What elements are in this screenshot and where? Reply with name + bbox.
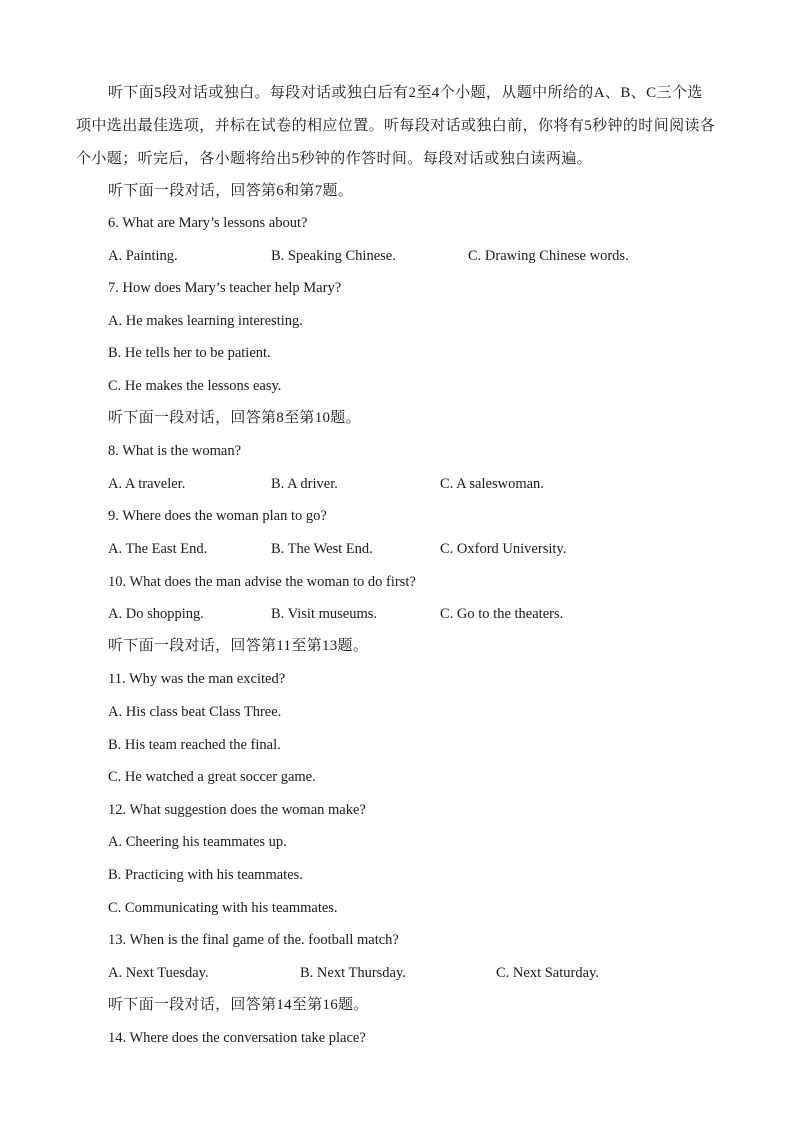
question-13-options	[108, 963, 708, 983]
question-12: 12. What suggestion does the woman make?	[108, 802, 366, 818]
question-9-options	[108, 539, 708, 559]
question-10: 10. What does the man advise the woman to do first?	[108, 574, 416, 590]
question-12-option-a: A. Cheering his teammates up.	[108, 834, 287, 850]
option-c: C. Oxford University.	[440, 541, 567, 557]
question-14: 14. Where does the conversation take place?	[108, 1030, 366, 1046]
section-heading-4: 听下面一段对话，回答第14至第16题。	[108, 997, 369, 1013]
section-heading-1: 听下面一段对话，回答第6和第7题。	[108, 183, 354, 199]
question-6: 6. What are Mary’s lessons about?	[108, 215, 308, 231]
question-7-option-a: A. He makes learning interesting.	[108, 313, 303, 329]
option-b: B. Speaking Chinese.	[271, 248, 396, 264]
option-b: B. Visit museums.	[271, 606, 378, 622]
option-c: C. Drawing Chinese words.	[468, 248, 629, 264]
option-b: B. A driver.	[271, 476, 338, 492]
option-c: C. Go to the theaters.	[440, 606, 564, 622]
question-9: 9. Where does the woman plan to go?	[108, 508, 327, 524]
question-7-option-b: B. He tells her to be patient.	[108, 345, 271, 361]
question-13: 13. When is the final game of the. football match?	[108, 932, 399, 948]
option-a: A. Painting.	[108, 248, 178, 264]
section-heading-3: 听下面一段对话，回答第11至第13题。	[108, 638, 369, 654]
question-11: 11. Why was the man excited?	[108, 671, 286, 687]
question-6-options	[108, 246, 708, 266]
question-11-option-a: A. His class beat Class Three.	[108, 704, 282, 720]
question-12-option-b: B. Practicing with his teammates.	[108, 867, 303, 883]
option-a: A. Next Tuesday.	[108, 965, 209, 981]
option-c: C. A saleswoman.	[440, 476, 544, 492]
option-c: C. Next Saturday.	[496, 965, 599, 981]
option-a: A. The East End.	[108, 541, 208, 557]
option-a: A. A traveler.	[108, 476, 186, 492]
option-a: A. Do shopping.	[108, 606, 204, 622]
question-7: 7. How does Mary’s teacher help Mary?	[108, 280, 342, 296]
question-11-option-b: B. His team reached the final.	[108, 737, 281, 753]
question-8: 8. What is the woman?	[108, 443, 242, 459]
question-7-option-c: C. He makes the lessons easy.	[108, 378, 282, 394]
question-10-options	[108, 604, 708, 624]
question-12-option-c: C. Communicating with his teammates.	[108, 900, 338, 916]
option-b: B. Next Thursday.	[300, 965, 406, 981]
question-8-options	[108, 474, 708, 494]
section-heading-2: 听下面一段对话，回答第8至第10题。	[108, 410, 361, 426]
question-11-option-c: C. He watched a great soccer game.	[108, 769, 316, 785]
instructions-paragraph: 听下面5段对话或独白。每段对话或独白后有2至4个小题，从题中所给的A、B、C三个选项中选出最佳选项，并标在试卷的相应位置。听每段对话或独白前，你将有5秒钟的时间阅读各个小题；听完后，各小题将给出5秒钟的作答时间。每段对话或独白读两遍。	[76, 85, 716, 167]
option-b: B. The West End.	[271, 541, 373, 557]
